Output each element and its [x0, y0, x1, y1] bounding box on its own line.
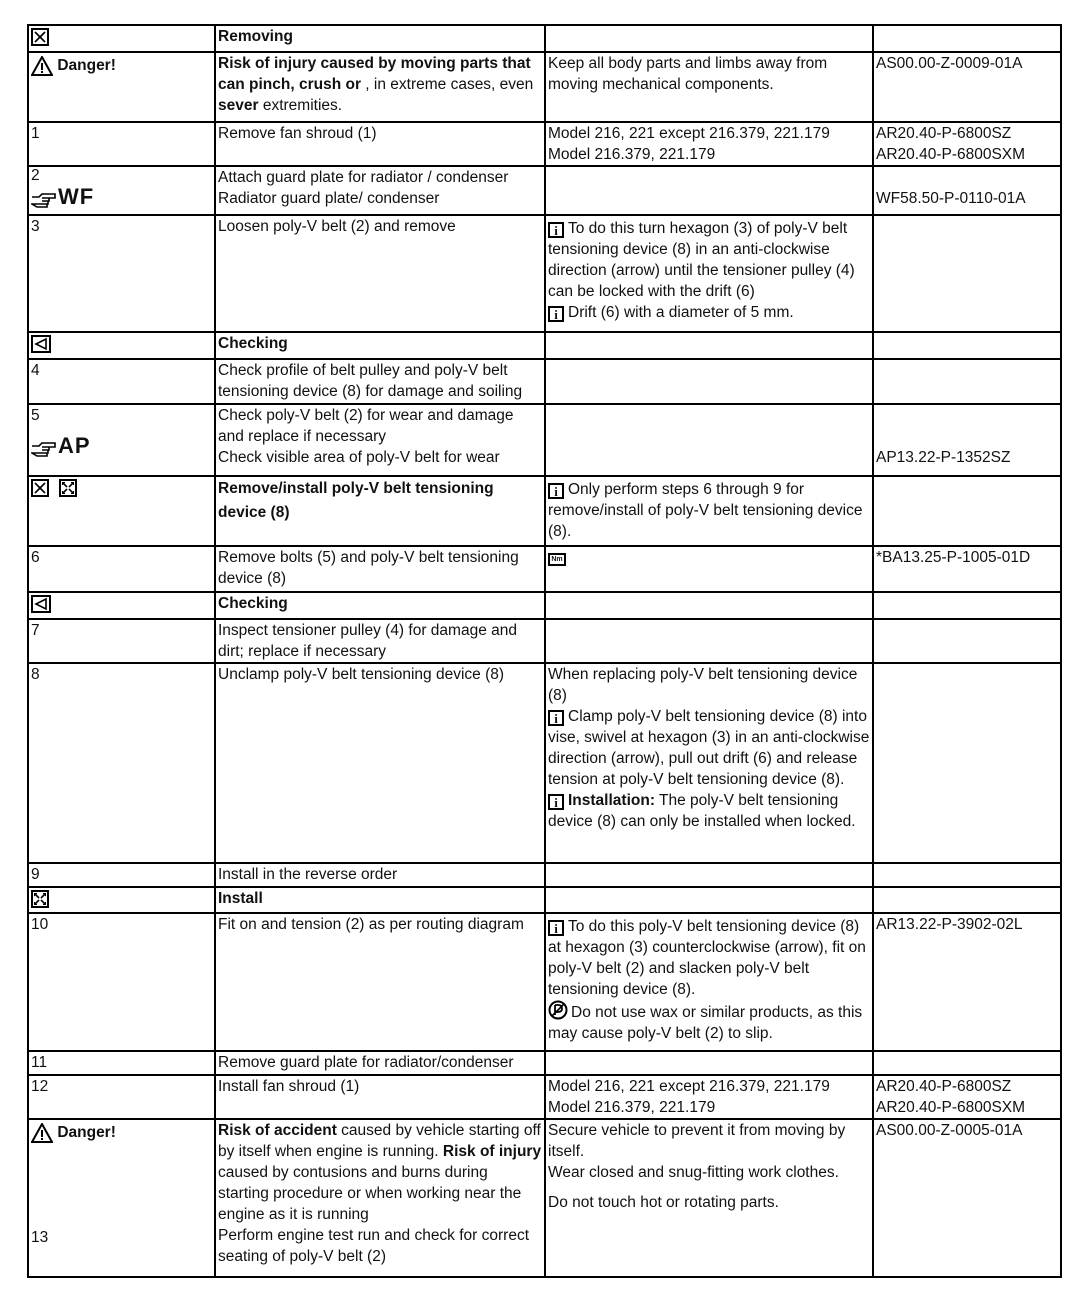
- empty-cell: [545, 404, 873, 476]
- table-row: [28, 215, 1061, 332]
- reference-cell: [873, 122, 1061, 166]
- empty-cell: [545, 1051, 873, 1075]
- step-text: Perform engine test run and check for correct seating of poly-V belt (2): [218, 1227, 530, 1265]
- section-title-checking: Checking: [215, 332, 545, 359]
- warning-triangle-icon: [31, 56, 53, 76]
- step-description: Fit on and tension (2) as per routing diagram: [215, 913, 545, 1051]
- danger-cell: [28, 52, 215, 122]
- step-number: 12: [28, 1075, 215, 1119]
- step-number: 3: [28, 215, 215, 332]
- note-text: Drift (6) with a diameter of 5 mm.: [568, 304, 794, 321]
- info-box-icon: i: [548, 222, 564, 238]
- step-text: Radiator guard plate/ condenser: [218, 190, 440, 207]
- danger-text-bold: Risk of accident: [218, 1122, 337, 1139]
- table-row: [28, 25, 1061, 52]
- table-row: [28, 404, 1061, 476]
- step-number: 5: [31, 407, 40, 424]
- danger-label: Danger!: [57, 57, 116, 74]
- model-line: Model 216, 221 except 216.379, 221.179: [548, 1078, 830, 1095]
- danger-text-bold: caused by moving parts: [316, 55, 498, 72]
- table-row: [28, 592, 1061, 619]
- symbol-cell: [28, 592, 215, 619]
- empty-cell: [545, 887, 873, 913]
- info-box-icon: i: [548, 306, 564, 322]
- table-row: [28, 619, 1061, 663]
- empty-cell: [545, 166, 873, 215]
- torque-cell: [545, 546, 873, 592]
- table-row: [28, 887, 1061, 913]
- note-cell: [545, 913, 873, 1051]
- step-description: Install fan shroud (1): [215, 1075, 545, 1119]
- step-description: Inspect tensioner pulley (4) for damage and dirt; replace if necessary: [215, 619, 545, 663]
- danger-text-bold: Risk of injury: [442, 1143, 542, 1160]
- torque-nm-icon: Nm: [548, 553, 566, 566]
- info-box-icon: i: [548, 710, 564, 726]
- empty-cell: [873, 476, 1061, 546]
- empty-cell: [545, 25, 873, 52]
- install-symbol-icon: [59, 479, 77, 497]
- table-row: [28, 863, 1061, 887]
- table-row: [28, 546, 1061, 592]
- procedure-table: [27, 24, 1062, 1278]
- check-symbol-icon: [31, 335, 51, 353]
- step-number: 2: [31, 167, 40, 184]
- danger-text-bold: that can pinch, crush or: [218, 55, 531, 93]
- danger-text: caused by vehicle starting off by itself when engine is running.: [218, 1122, 541, 1160]
- step-number: 4: [28, 359, 215, 404]
- caution-note: [548, 1000, 870, 1044]
- pointing-hand-icon: [31, 191, 57, 209]
- table-row: [28, 122, 1061, 166]
- empty-cell: [873, 1051, 1061, 1075]
- step-text: Check poly-V belt (2) for wear and damage and replace if necessary: [218, 407, 514, 445]
- empty-cell: [873, 619, 1061, 663]
- instruction-cell: Keep all body parts and limbs away from moving mechanical components.: [545, 52, 873, 122]
- step-number: 7: [28, 619, 215, 663]
- document-type-code: AP: [58, 433, 91, 458]
- step-number: 6: [28, 546, 215, 592]
- danger-text: caused by contusions and burns during starting procedure or when working near the engine as it is running: [218, 1164, 522, 1223]
- info-note: [548, 706, 870, 790]
- step-description: [215, 166, 545, 215]
- note-text: Only perform steps 6 through 9 for remove/install of poly-V belt tensioning device (8).: [548, 481, 863, 540]
- step-number: 11: [28, 1051, 215, 1075]
- step-description: Loosen poly-V belt (2) and remove: [215, 215, 545, 332]
- reference-code: AS00.00-Z-0005-01A: [873, 1119, 1061, 1277]
- info-note: [548, 302, 870, 323]
- table-row: [28, 1119, 1061, 1277]
- section-title-remove-install: Remove/install poly-V belt tensioning device (8): [215, 476, 545, 546]
- step-description: Check profile of belt pulley and poly-V belt tensioning device (8) for damage and soiling: [215, 359, 545, 404]
- reference-code: WF58.50-P-0110-01A: [876, 190, 1026, 207]
- step-number: 9: [28, 863, 215, 887]
- danger-text-bold: sever: [218, 97, 259, 114]
- reference-code: AR20.40-P-6800SZ: [876, 1078, 1012, 1095]
- step-text: Attach guard plate for radiator / condenser: [218, 169, 509, 186]
- install-symbol-icon: [31, 890, 49, 908]
- step-description: Unclamp poly-V belt tensioning device (8): [215, 663, 545, 863]
- instruction-text: Do not touch hot or rotating parts.: [548, 1194, 779, 1211]
- empty-cell: [873, 663, 1061, 863]
- table-row: [28, 1075, 1061, 1119]
- danger-description: [215, 52, 545, 122]
- reference-cell: [873, 166, 1061, 215]
- reference-code: AR20.40-P-6800SXM: [876, 146, 1026, 163]
- reference-code: AR13.22-P-3902-02L: [873, 913, 1061, 1051]
- info-box-icon: i: [548, 920, 564, 936]
- table-row: [28, 166, 1061, 215]
- reference-cell: [873, 404, 1061, 476]
- step-text: Check visible area of poly-V belt for wear: [218, 449, 500, 466]
- table-row: [28, 663, 1061, 863]
- info-note: [548, 218, 870, 302]
- instruction-cell: [545, 1119, 873, 1277]
- danger-text: , in extreme cases, even: [360, 76, 534, 93]
- check-symbol-icon: [31, 595, 51, 613]
- model-line: Model 216, 221 except 216.379, 221.179: [548, 125, 830, 142]
- note-cell: [545, 215, 873, 332]
- table-row: [28, 332, 1061, 359]
- reference-code: AR20.40-P-6800SZ: [876, 125, 1012, 142]
- empty-cell: [873, 887, 1061, 913]
- pointing-hand-icon: [31, 440, 57, 458]
- no-lubricant-icon: [548, 1000, 568, 1020]
- empty-cell: [873, 592, 1061, 619]
- empty-cell: [545, 592, 873, 619]
- empty-cell: [873, 332, 1061, 359]
- symbol-cell: [28, 332, 215, 359]
- note-text: The poly-V belt tensioning device (8) can only be installed when locked.: [548, 792, 856, 830]
- reference-cell: [873, 1075, 1061, 1119]
- model-cell: [545, 1075, 873, 1119]
- empty-cell: [545, 332, 873, 359]
- note-text: When replacing poly-V belt tensioning device (8): [548, 666, 858, 704]
- note-text-bold: Installation:: [568, 792, 655, 809]
- instruction-text: Secure vehicle to prevent it from moving by itself.: [548, 1122, 846, 1160]
- step-description: Remove guard plate for radiator/condenser: [215, 1051, 545, 1075]
- symbol-cell: [28, 25, 215, 52]
- empty-cell: [873, 863, 1061, 887]
- table-row: [28, 52, 1061, 122]
- danger-text: extremities.: [258, 97, 343, 114]
- step-cell: [28, 166, 215, 215]
- info-box-icon: i: [548, 794, 564, 810]
- instruction-text: Wear closed and snug-fitting work clothes.: [548, 1164, 839, 1181]
- section-title-install: Install: [215, 887, 545, 913]
- table-row: [28, 359, 1061, 404]
- step-description: Remove fan shroud (1): [215, 122, 545, 166]
- reference-code: AS00.00-Z-0009-01A: [873, 52, 1061, 122]
- note-cell: [545, 663, 873, 863]
- empty-cell: [873, 359, 1061, 404]
- model-cell: [545, 122, 873, 166]
- info-note: [548, 916, 870, 1000]
- reference-code: *BA13.25-P-1005-01D: [873, 546, 1061, 592]
- remove-symbol-icon: [31, 479, 49, 497]
- step-description: [215, 404, 545, 476]
- section-title-removing: Removing: [215, 25, 545, 52]
- remove-symbol-icon: [31, 28, 49, 46]
- step-description: Install in the reverse order: [215, 863, 545, 887]
- reference-code: AP13.22-P-1352SZ: [876, 449, 1011, 466]
- danger-cell: [28, 1119, 215, 1277]
- table-row: [28, 476, 1061, 546]
- note-text: To do this turn hexagon (3) of poly-V belt tensioning device (8) in an anti-clockwise direction (arrow) until the tensioner pulley (4) can be locked with the drift (6): [548, 220, 855, 300]
- warning-triangle-icon: [31, 1123, 53, 1143]
- empty-cell: [873, 215, 1061, 332]
- table-row: [28, 913, 1061, 1051]
- table-row: [28, 1051, 1061, 1075]
- empty-cell: [545, 863, 873, 887]
- note-text: To do this poly-V belt tensioning device (8) at hexagon (3) counterclockwise (arrow), fit on poly-V belt (2) and slacken poly-V belt tensioning device (8).: [548, 918, 866, 998]
- danger-text-bold: Risk of injury: [218, 55, 317, 72]
- empty-cell: [545, 619, 873, 663]
- info-box-icon: i: [548, 483, 564, 499]
- note-text: Clamp poly-V belt tensioning device (8) into vise, swivel at hexagon (3) in an anti-clockwise direction (arrow), pull out drift (6) and release tension at poly-V belt tensioning device (8).: [548, 708, 870, 788]
- reference-code: AR20.40-P-6800SXM: [876, 1099, 1026, 1116]
- empty-cell: [545, 359, 873, 404]
- step-number: 10: [28, 913, 215, 1051]
- danger-label: Danger!: [57, 1124, 116, 1141]
- symbol-cell: [28, 476, 215, 546]
- step-number: 1: [28, 122, 215, 166]
- step-cell: [28, 404, 215, 476]
- step-number: 8: [28, 663, 215, 863]
- info-note: [548, 790, 870, 832]
- section-title-checking: Checking: [215, 592, 545, 619]
- empty-cell: [873, 25, 1061, 52]
- step-number: 13: [31, 1229, 49, 1246]
- document-type-code: WF: [58, 184, 95, 209]
- step-description: Remove bolts (5) and poly-V belt tensioning device (8): [215, 546, 545, 592]
- symbol-cell: [28, 887, 215, 913]
- note-text: Do not use wax or similar products, as this may cause poly-V belt (2) to slip.: [548, 1004, 863, 1042]
- model-line: Model 216.379, 221.179: [548, 146, 716, 163]
- model-line: Model 216.379, 221.179: [548, 1099, 716, 1116]
- danger-description: [215, 1119, 545, 1277]
- note-cell: [545, 476, 873, 546]
